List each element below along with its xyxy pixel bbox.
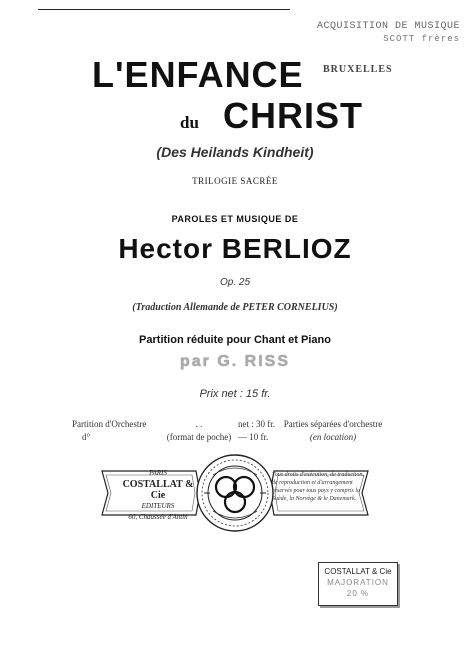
orchestra-parts-note: (en location) — [309, 432, 357, 442]
price-stamp-line3: 20 % — [346, 589, 370, 598]
price: Prix net : 15 fr. — [199, 388, 271, 400]
price-row — [72, 418, 278, 431]
genre-label: TRILOGIE SACRÉE — [192, 176, 278, 186]
publisher-city: PARIS — [149, 469, 167, 477]
price-list — [72, 418, 278, 444]
library-stamp — [295, 20, 460, 46]
library-stamp-line1: ACQUISITION DE MUSIQUE — [316, 21, 460, 32]
price-row-price: net : 30 fr. — [238, 419, 275, 429]
subtitle: (Des Heilands Kindheit) — [156, 144, 314, 160]
translation-credit: (Traduction Allemande de PETER CORNELIUS) — [132, 302, 338, 313]
arranger-credit: par G. RISS — [179, 353, 291, 370]
price-row-label: Partition d'Orchestre — [72, 419, 147, 429]
paroles-label: PAROLES ET MUSIQUE DE — [171, 214, 299, 224]
publisher-name: COSTALLAT & Cie — [122, 479, 194, 501]
publisher-role: EDITEURS — [141, 502, 175, 510]
top-rule — [38, 9, 290, 10]
library-stamp-line2: SCOTT frères — [383, 34, 460, 44]
orchestra-parts-label: Parties séparées d'orchestre — [283, 419, 383, 429]
price-stamp-line1: COSTALLAT & Cie — [324, 567, 392, 576]
price-row-label: d° — [82, 432, 91, 442]
city-label: BRUXELLES — [323, 64, 393, 75]
publisher-address: 60, Chaussée d'Antin — [128, 513, 188, 521]
price-row-price: — 10 fr. — [238, 432, 269, 442]
price-row-detail: (format de poche) — [166, 432, 232, 442]
opus-number: Op. 25 — [219, 277, 251, 288]
price-row-detail: . . — [195, 419, 203, 429]
title-line1: L'ENFANCE — [92, 54, 304, 95]
price-row — [72, 431, 278, 444]
reduction-note: Partition réduite pour Chant et Piano — [139, 334, 331, 346]
title-line2: CHRIST — [223, 95, 363, 136]
publisher-imprint — [118, 468, 198, 523]
price-stamp — [318, 562, 398, 606]
orchestra-parts — [278, 418, 388, 444]
title-du: du — [180, 113, 199, 132]
rights-notice: Tous droits d'exécution, de traduction, de reproduction et d'arrangement réservés pour tous pays y compris la Suède, la Norvège & le Danemark. — [272, 472, 364, 502]
composer-name: Hector BERLIOZ — [118, 233, 352, 264]
price-stamp-line2: MAJORATION — [327, 578, 389, 587]
